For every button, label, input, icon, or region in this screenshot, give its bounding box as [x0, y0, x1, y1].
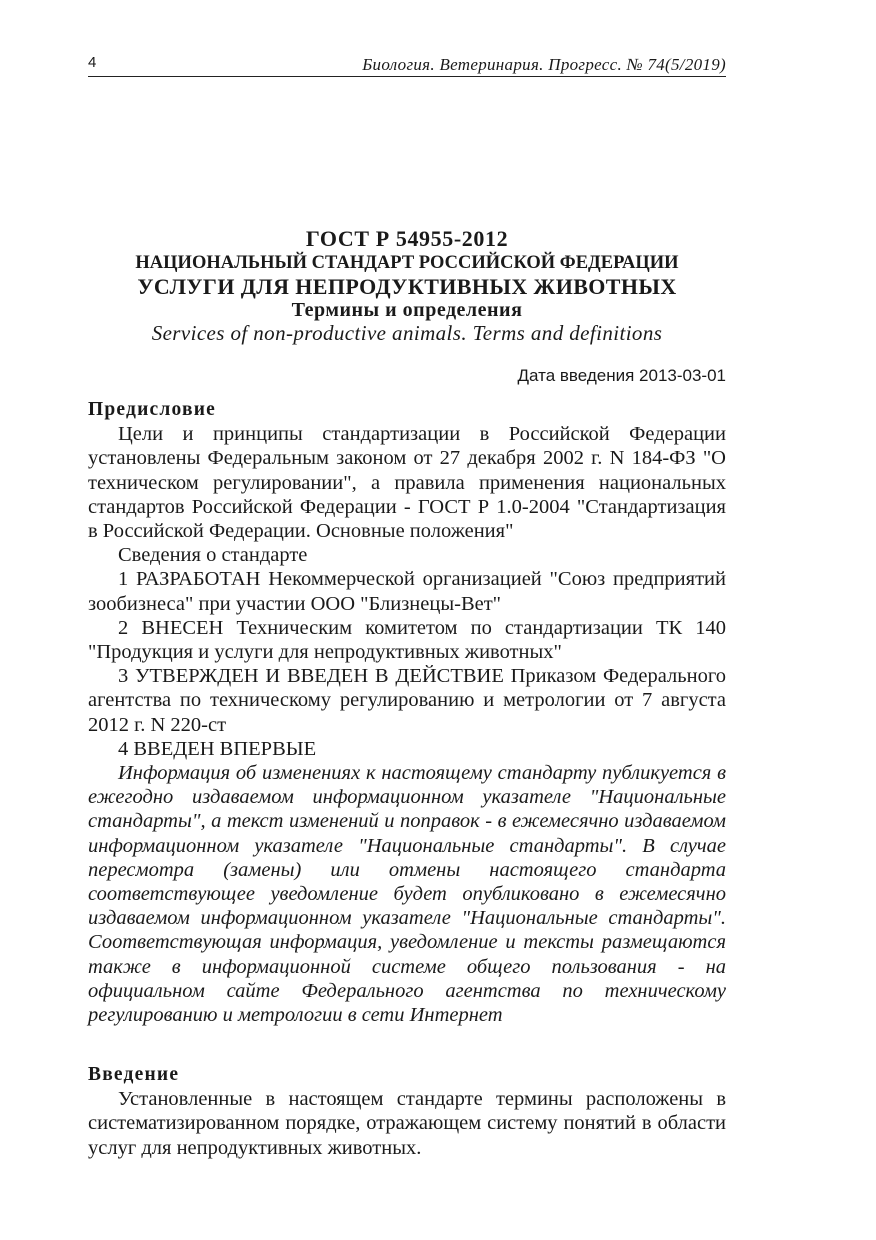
introduction-section [88, 1063, 726, 1160]
preface-paragraph-goals: Цели и принципы стандартизации в Российской Федерации установлены Федеральным законом от 27 декабря 2002 г. N 184-ФЗ "О техническом регулировании", а правила применения национальных стандартов Российской Федерации - ГОСТ Р 1.0-2004 "Стандартизация в Российской Федерации. Основные положения" [88, 423, 726, 543]
english-title: Services of non-productive animals. Terms and definitions [151, 321, 663, 345]
preface-paragraph-introduced: 2 ВНЕСЕН Техническим комитетом по стандартизации ТК 140 "Продукция и услуги для непродуктивных животных" [88, 616, 726, 664]
preface-paragraph-approved: 3 УТВЕРЖДЕН И ВВЕДЕН В ДЕЙСТВИЕ Приказом Федерального агентства по техническому регулированию и метрологии от 7 августа 2012 г. N 220-ст [88, 665, 726, 736]
preface-paragraph-info: Сведения о стандарте [118, 544, 308, 567]
introduction-date: Дата введения 2013-03-01 [517, 366, 726, 385]
running-header [88, 54, 726, 77]
standard-subtitle: Термины и определения [291, 299, 523, 321]
preface-paragraph-changes: Информация об изменениях к настоящему стандарту публикуется в ежегодно издаваемом информационном указателе "Национальные стандарты", а текст изменений и поправок - в ежемесячно издаваемом информационном указателе "Национальные стандарты". В случае пересмотра (замены) или отмены настоящего стандарта соответствующее уведомление будет опубликовано в ежемесячно издаваемом информационном указателе "Национальные стандарты". Соответствующая информация, уведомление и тексты размещаются также в информационной системе общего пользования - на официальном сайте Федерального агентства по техническому регулированию и метрологии в сети Интернет [88, 762, 726, 1027]
preface-heading: Предисловие [88, 399, 216, 420]
introduction-paragraph: Установленные в настоящем стандарте термины расположены в систематизированном порядке, отражающем систему понятий в области услуг для непродуктивных животных. [88, 1088, 726, 1159]
national-standard-heading: НАЦИОНАЛЬНЫЙ СТАНДАРТ РОССИЙСКОЙ ФЕДЕРАЦИИ [135, 253, 679, 273]
preface-paragraph-first: 4 ВВЕДЕН ВПЕРВЫЕ [118, 737, 317, 760]
standard-subject: УСЛУГИ ДЛЯ НЕПРОДУКТИВНЫХ ЖИВОТНЫХ [137, 274, 677, 299]
preface-paragraph-developed: 1 РАЗРАБОТАН Некоммерческой организацией "Союз предприятий зообизнеса" при участии ООО "Близнецы-Вет" [88, 568, 726, 615]
standard-number: ГОСТ Р 54955-2012 [305, 226, 509, 251]
page-number: 4 [88, 54, 97, 71]
introduction-heading: Введение [88, 1064, 180, 1085]
journal-title: Биология. Ветеринария. Прогресс. № 74(5/2019) [362, 55, 726, 74]
preface-section [88, 398, 726, 1027]
